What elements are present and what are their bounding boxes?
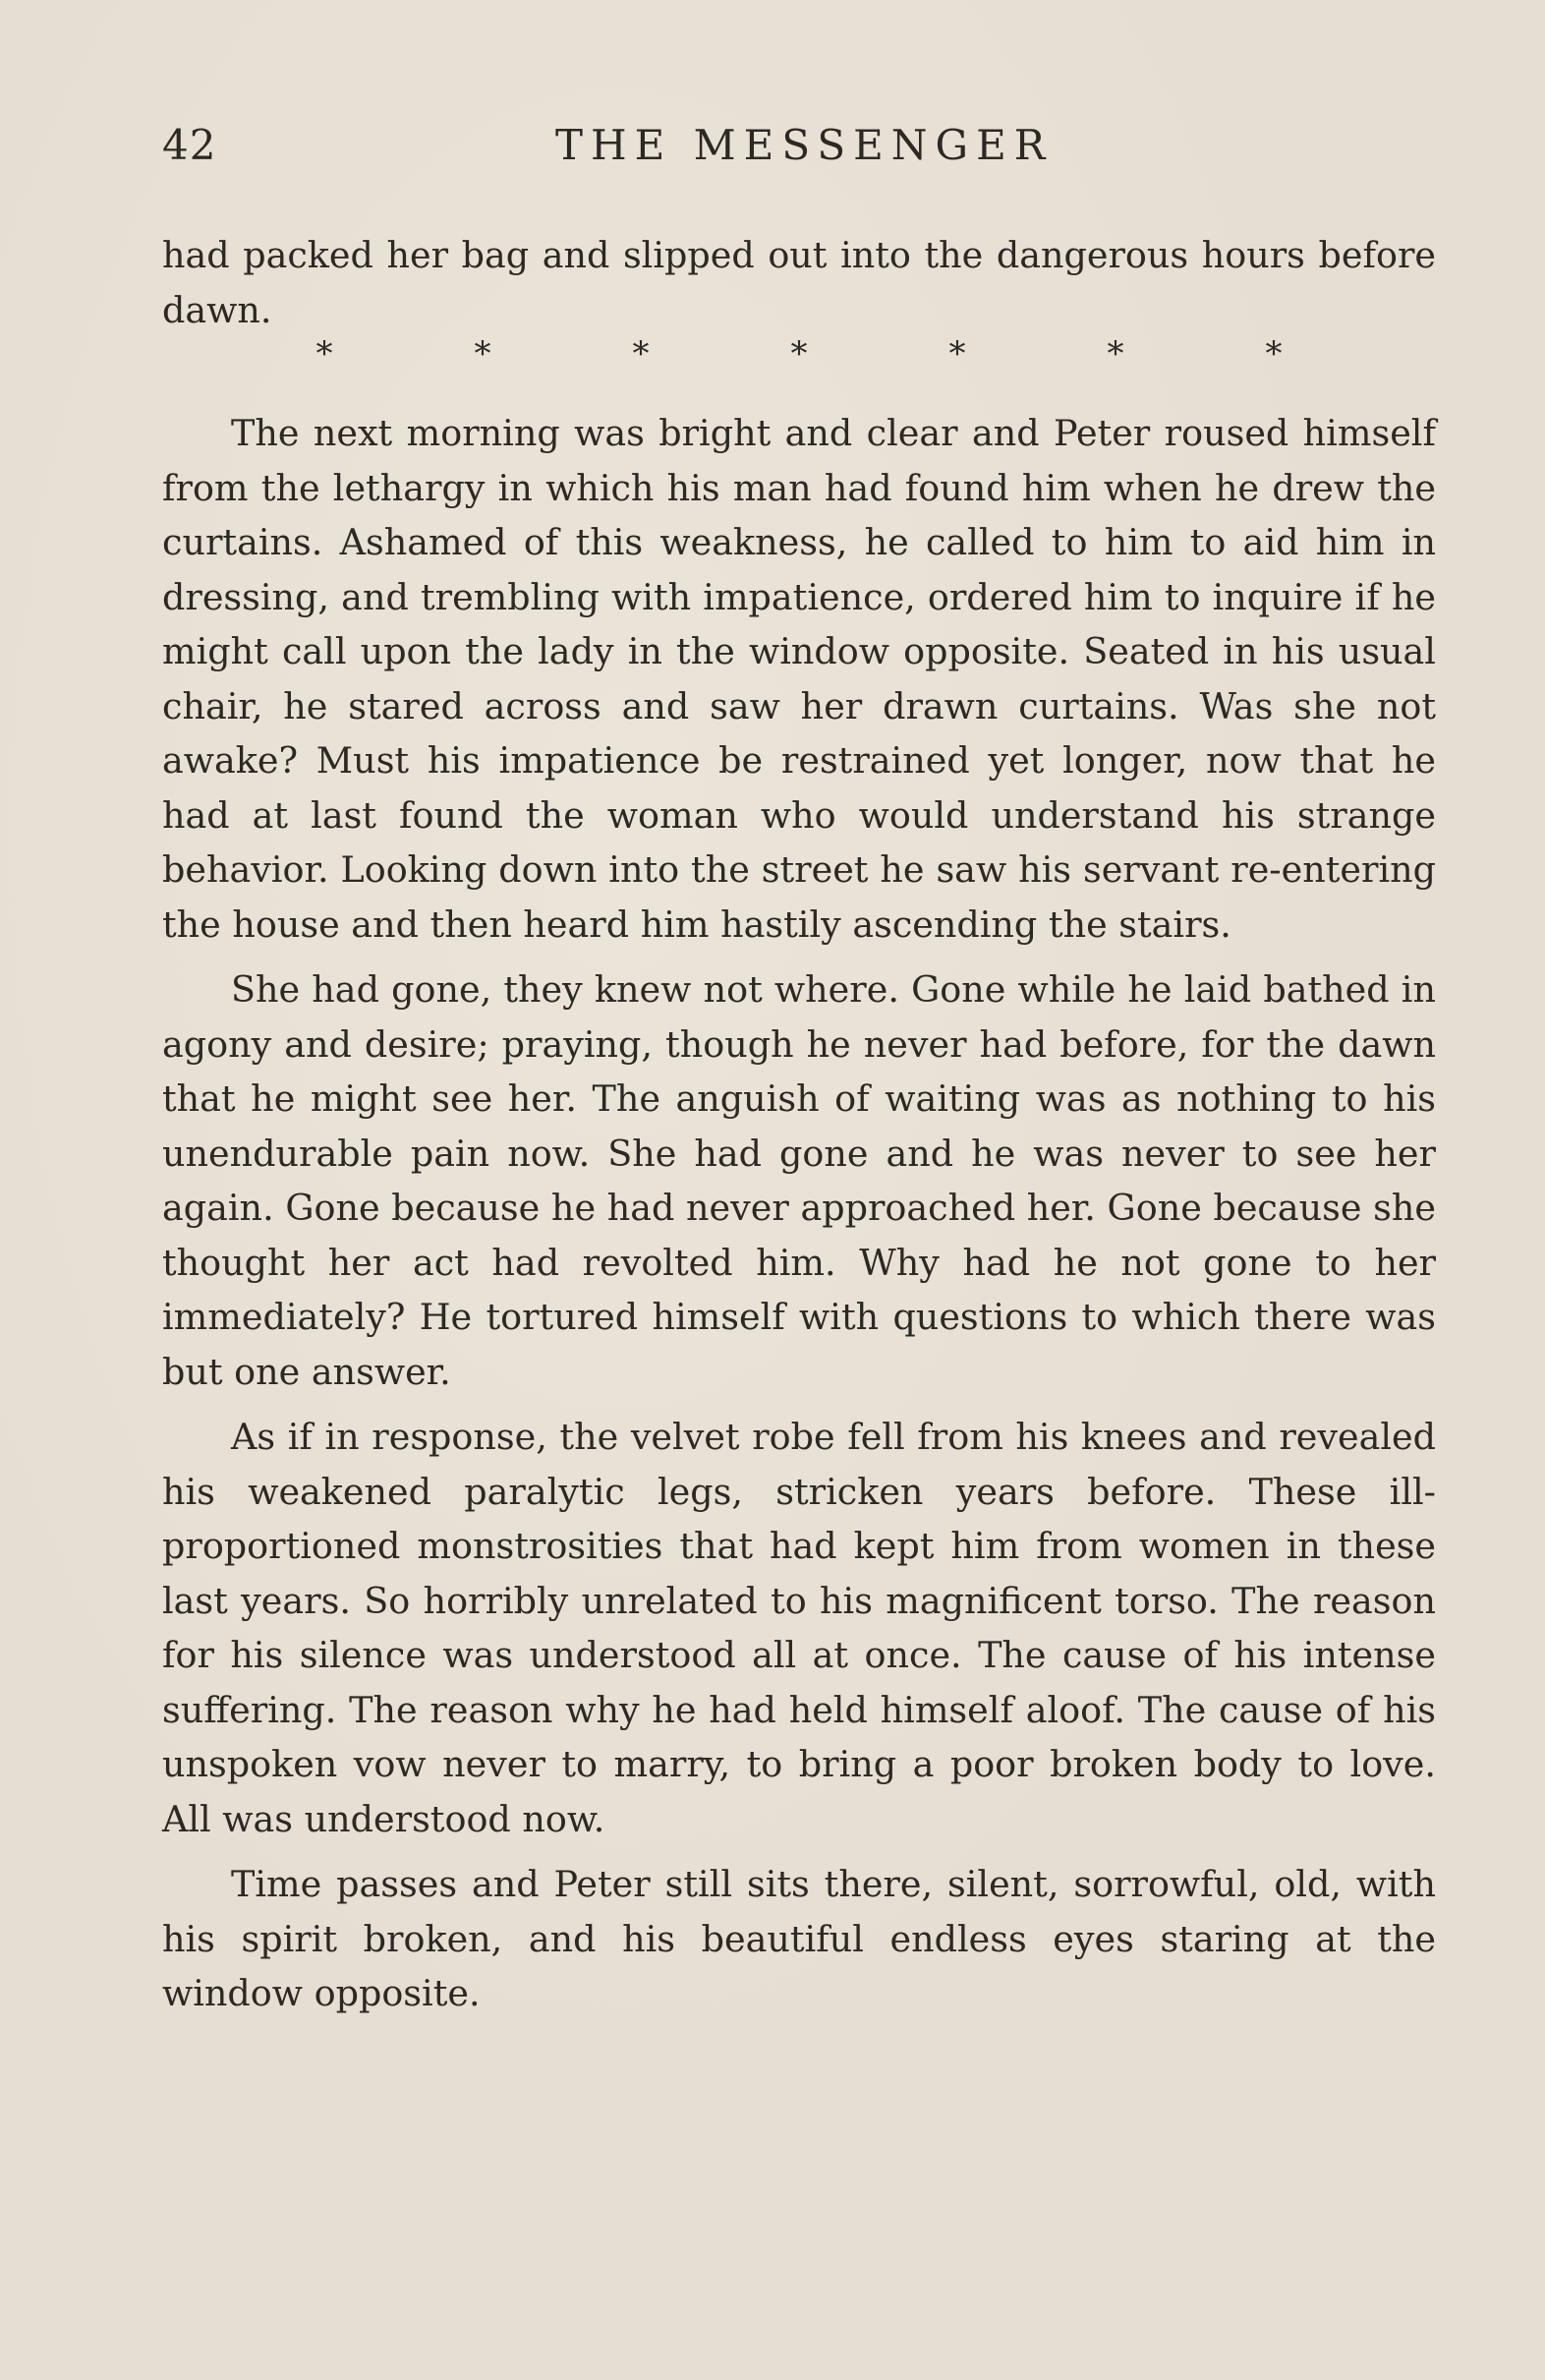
asterisk: *	[790, 334, 808, 374]
asterisk: *	[1107, 334, 1124, 374]
paragraph: As if in response, the velvet robe fell from his knees and revealed his weakened paralytic legs, stricken years before. These ill-proportioned monstrosities that had kept him from women in these last years. So horribly unrelated to his magnificent torso. The reason for his silence was understood all at once. The cause of his intense suffering. The reason why he had held himself aloof. The cause of his unspoken vow never to marry, to bring a poor broken body to love. All was understood now.	[162, 1416, 1436, 1840]
running-head	[162, 116, 1436, 175]
continuation-paragraph: had packed her bag and slipped out into the dangerous hours before dawn.	[162, 234, 1436, 331]
asterisk: *	[948, 334, 966, 374]
text-block	[162, 228, 1436, 2021]
running-title: THE MESSENGER	[555, 121, 1054, 169]
section-break	[162, 329, 1436, 378]
page-number: 42	[162, 121, 217, 169]
asterisk: *	[1265, 334, 1283, 374]
asterisk: *	[474, 334, 491, 374]
paragraph: Time passes and Peter still sits there, silent, sorrowful, old, with his spirit broken, and his beautiful endless eyes staring at the window opposite.	[162, 1863, 1436, 2014]
asterisk: *	[632, 334, 650, 374]
asterisk: *	[315, 334, 333, 374]
paragraph: The next morning was bright and clear and Peter roused himself from the lethargy in which his man had found him when he drew the curtains. Ashamed of this weakness, he called to him to aid him in dressing, and trembling with impatience, ordered him to inquire if he might call upon the lady in the window opposite. Seated in his usual chair, he stared across and saw her drawn curtains. Was she not awake? Must his impatience be restrained yet longer, now that he had at last found the woman who would understand his strange behavior. Looking down into the street he saw his servant re-entering the house and then heard him hastily ascending the stairs.	[162, 412, 1436, 946]
paragraph: She had gone, they knew not where. Gone while he laid bathed in agony and desire; praying, though he never had before, for the dawn that he might see her. The anguish of waiting was as nothing to his unendurable pain now. She had gone and he was never to see her again. Gone because he had never approached her. Gone because she thought her act had revolted him. Why had he not gone to her immediately? He tortured himself with questions to which there was but one answer.	[162, 968, 1436, 1393]
